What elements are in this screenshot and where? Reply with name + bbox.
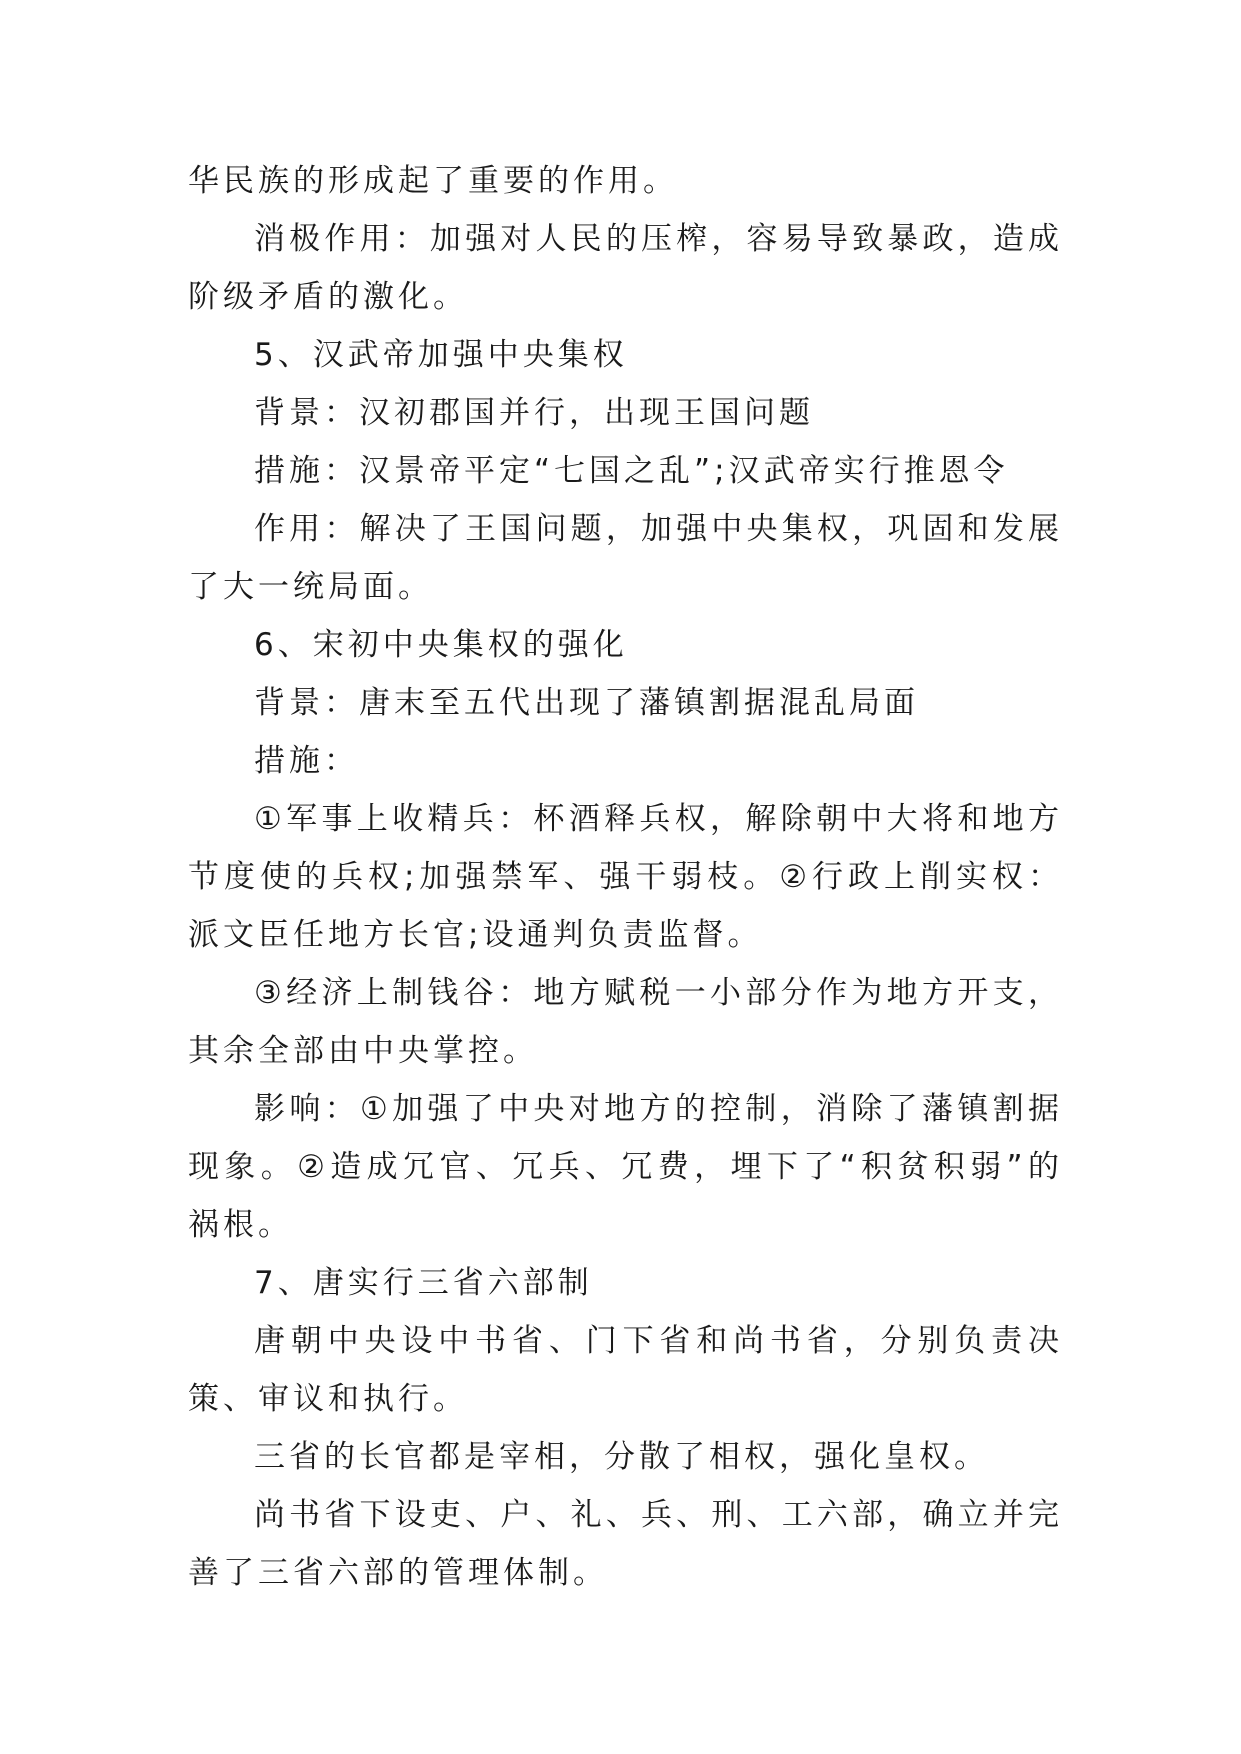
paragraph-tang-three-departments: 唐朝中央设中书省、门下省和尚书省，分别负责决策、审议和执行。 [188, 1323, 1063, 1417]
paragraph-negative-effect: 消极作用：加强对人民的压榨，容易导致暴政，造成阶级矛盾的激化。 [188, 221, 1063, 315]
paragraph-han-background: 背景：汉初郡国并行，出现王国问题 [254, 395, 814, 431]
section-heading-song: 6、宋初中央集权的强化 [254, 627, 628, 663]
paragraph-song-military-admin: ①军事上收精兵：杯酒释兵权，解除朝中大将和地方节度使的兵权;加强禁军、强干弱枝。②行政上削实权：派文臣任地方长官;设通判负责监督。 [188, 801, 1063, 953]
paragraph-song-background: 背景：唐末至五代出现了藩镇割据混乱局面 [254, 685, 919, 721]
paragraph-song-impact: 影响：①加强了中央对地方的控制，消除了藩镇割据现象。②造成冗官、冗兵、冗费，埋下了“积贫积弱”的祸根。 [188, 1091, 1063, 1243]
paragraph-continuation: 华民族的形成起了重要的作用。 [188, 163, 678, 199]
paragraph-song-measures-label: 措施： [254, 743, 359, 779]
section-heading-han-wudi: 5、汉武帝加强中央集权 [254, 337, 628, 373]
document-body [188, 152, 1063, 1602]
paragraph-tang-chancellors: 三省的长官都是宰相，分散了相权，强化皇权。 [254, 1439, 989, 1475]
section-heading-tang: 7、唐实行三省六部制 [254, 1265, 593, 1301]
paragraph-han-measures: 措施：汉景帝平定“七国之乱”;汉武帝实行推恩令 [254, 453, 1009, 489]
paragraph-han-effect: 作用：解决了王国问题，加强中央集权，巩固和发展了大一统局面。 [188, 511, 1063, 605]
paragraph-tang-six-ministries: 尚书省下设吏、户、礼、兵、刑、工六部，确立并完善了三省六部的管理体制。 [188, 1497, 1063, 1591]
paragraph-song-economic: ③经济上制钱谷：地方赋税一小部分作为地方开支，其余全部由中央掌控。 [188, 975, 1063, 1069]
